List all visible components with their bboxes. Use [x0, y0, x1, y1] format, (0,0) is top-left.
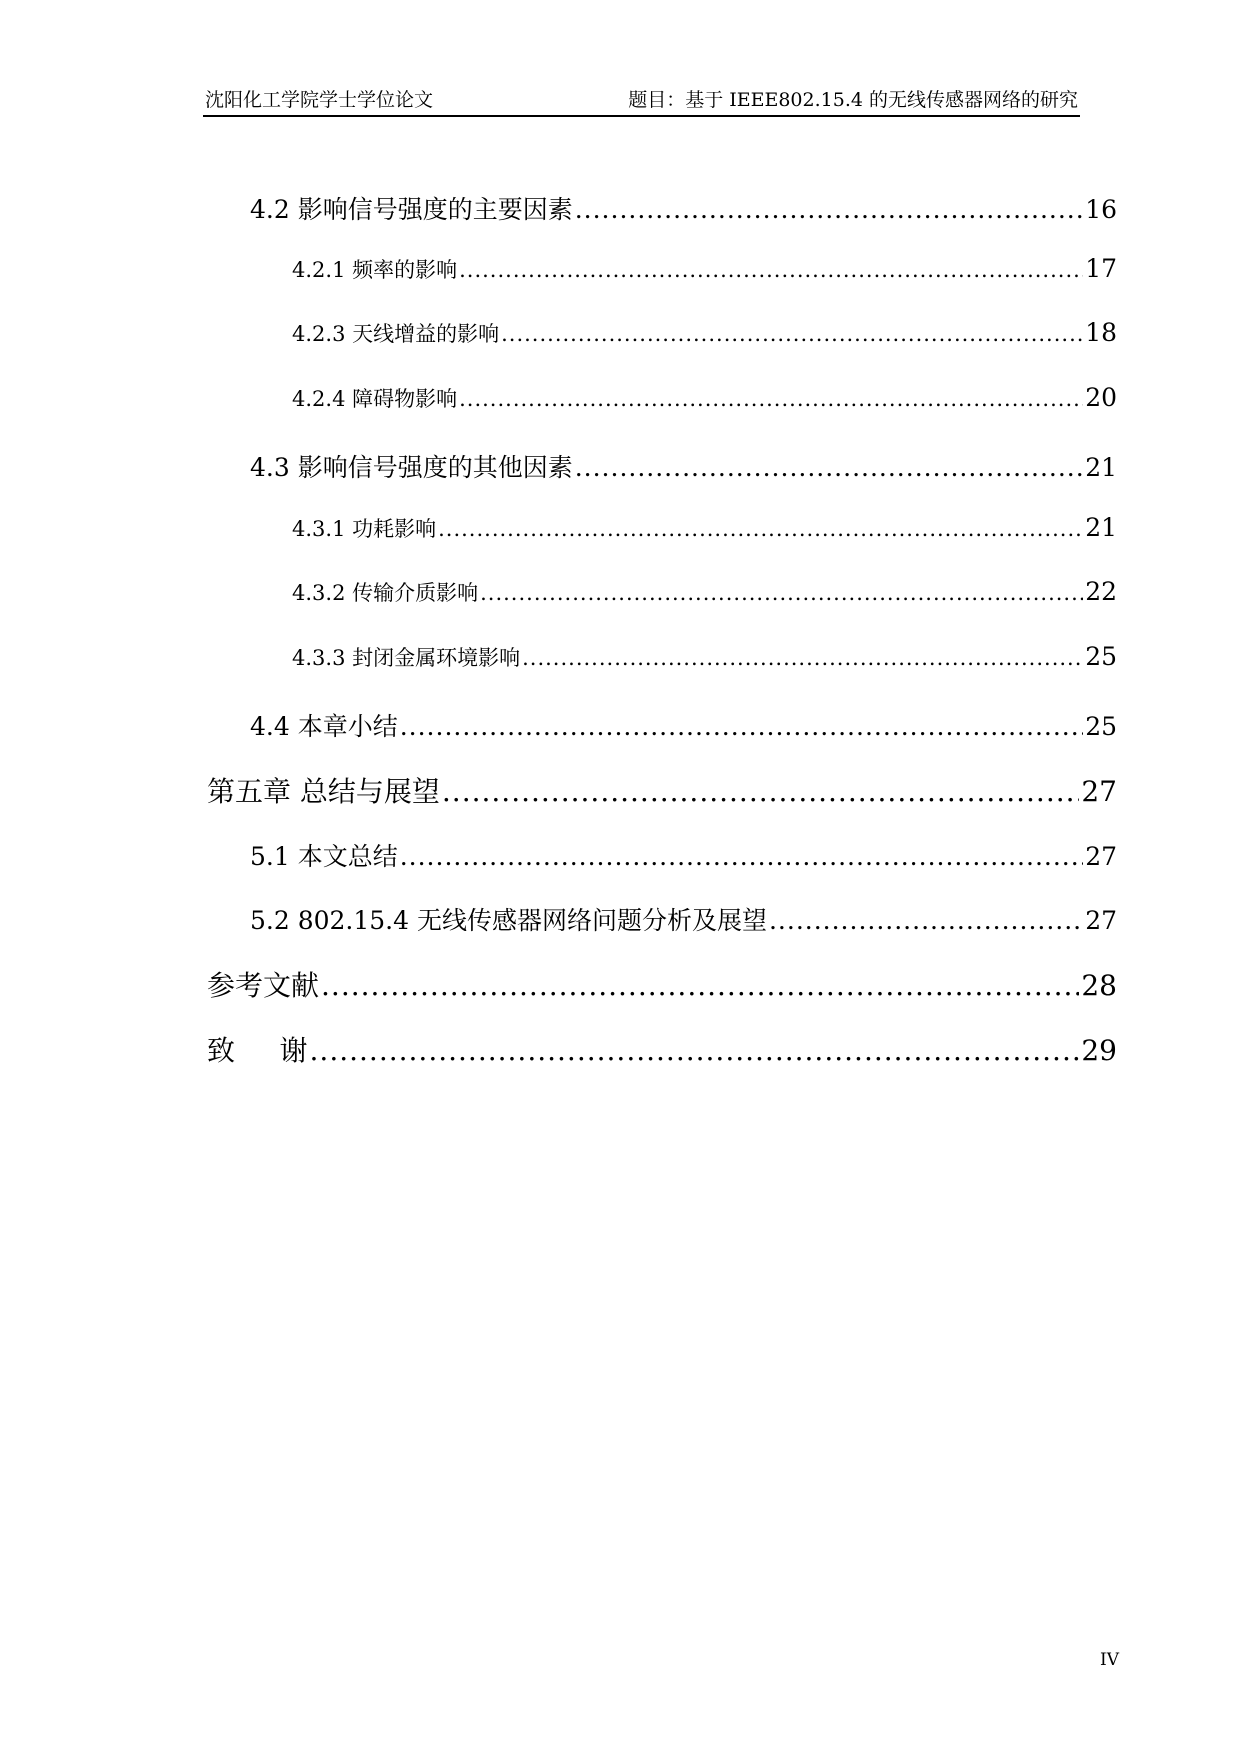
- toc-entry-page: 29: [1081, 1034, 1117, 1067]
- toc-entry-page: 21: [1085, 513, 1117, 542]
- toc-entry-label: 4.2 影响信号强度的主要因素: [250, 195, 573, 224]
- toc-entry-5-2[interactable]: [250, 901, 1117, 937]
- toc-entry-page: 28: [1081, 969, 1117, 1002]
- toc-entry-4-2-3[interactable]: [292, 318, 1117, 348]
- toc-entry-page: 16: [1085, 195, 1117, 224]
- toc-entry-page: 27: [1085, 906, 1117, 935]
- toc-entry-acknowledgements[interactable]: [207, 1029, 1117, 1069]
- toc-dot-leader: [769, 906, 1083, 935]
- toc-dot-leader: [310, 1034, 1080, 1067]
- toc-entry-page: 25: [1085, 642, 1117, 671]
- toc-entry-label: 致 谢: [207, 1034, 308, 1067]
- toc-entry-label: 5.2 802.15.4 无线传感器网络问题分析及展望: [250, 906, 767, 935]
- toc-entry-page: 17: [1085, 254, 1117, 283]
- toc-entry-4-3[interactable]: [250, 448, 1117, 484]
- toc-entry-5-1[interactable]: [250, 837, 1117, 873]
- toc-dot-leader: [480, 581, 1083, 605]
- header-school-title: 沈阳化工学院学士学位论文: [205, 89, 434, 111]
- toc-entry-4-2-1[interactable]: [292, 254, 1117, 284]
- toc-entry-label: 4.3.2 传输介质影响: [292, 581, 479, 605]
- toc-entry-label: 参考文献: [207, 969, 320, 1002]
- toc-entry-4-3-2[interactable]: [292, 577, 1117, 607]
- toc-entry-label: 第五章 总结与展望: [207, 775, 440, 808]
- toc-entry-page: 25: [1085, 712, 1117, 741]
- toc-entry-chapter-5[interactable]: [207, 770, 1117, 810]
- toc-entry-references[interactable]: [207, 964, 1117, 1004]
- toc-entry-label: 4.2.1 频率的影响: [292, 258, 458, 282]
- toc-entry-4-3-3[interactable]: [292, 642, 1117, 672]
- toc-entry-label: 5.1 本文总结: [250, 842, 398, 871]
- toc-entry-4-2[interactable]: [250, 190, 1117, 226]
- toc-dot-leader: [400, 712, 1083, 741]
- toc-entry-label: 4.2.3 天线增益的影响: [292, 322, 500, 346]
- toc-dot-leader: [442, 775, 1079, 808]
- toc-entry-4-2-4[interactable]: [292, 383, 1117, 413]
- toc-dot-leader: [501, 322, 1083, 346]
- toc-entry-page: 20: [1085, 383, 1117, 412]
- toc-dot-leader: [575, 195, 1083, 224]
- toc-dot-leader: [459, 387, 1083, 411]
- toc-entry-4-3-1[interactable]: [292, 513, 1117, 543]
- toc-entry-label: 4.2.4 障碍物影响: [292, 387, 458, 411]
- toc-entry-page: 27: [1081, 775, 1117, 808]
- toc-dot-leader: [438, 517, 1083, 541]
- toc-entry-label: 4.3.3 封闭金属环境影响: [292, 646, 521, 670]
- page-number: IV: [1100, 1650, 1119, 1670]
- toc-dot-leader: [459, 258, 1083, 282]
- toc-entry-4-4[interactable]: [250, 707, 1117, 743]
- toc-entry-page: 18: [1085, 318, 1117, 347]
- toc-entry-page: 22: [1085, 577, 1117, 606]
- toc-entry-label: 4.3 影响信号强度的其他因素: [250, 453, 573, 482]
- toc-entry-page: 21: [1085, 453, 1117, 482]
- toc-dot-leader: [321, 969, 1079, 1002]
- toc-dot-leader: [400, 842, 1083, 871]
- header-thesis-title: 题目：基于 IEEE802.15.4 的无线传感器网络的研究: [628, 89, 1078, 111]
- toc-dot-leader: [522, 646, 1083, 670]
- toc-entry-label: 4.3.1 功耗影响: [292, 517, 437, 541]
- toc-entry-label: 4.4 本章小结: [250, 712, 398, 741]
- toc-entry-page: 27: [1085, 842, 1117, 871]
- toc-dot-leader: [575, 453, 1083, 482]
